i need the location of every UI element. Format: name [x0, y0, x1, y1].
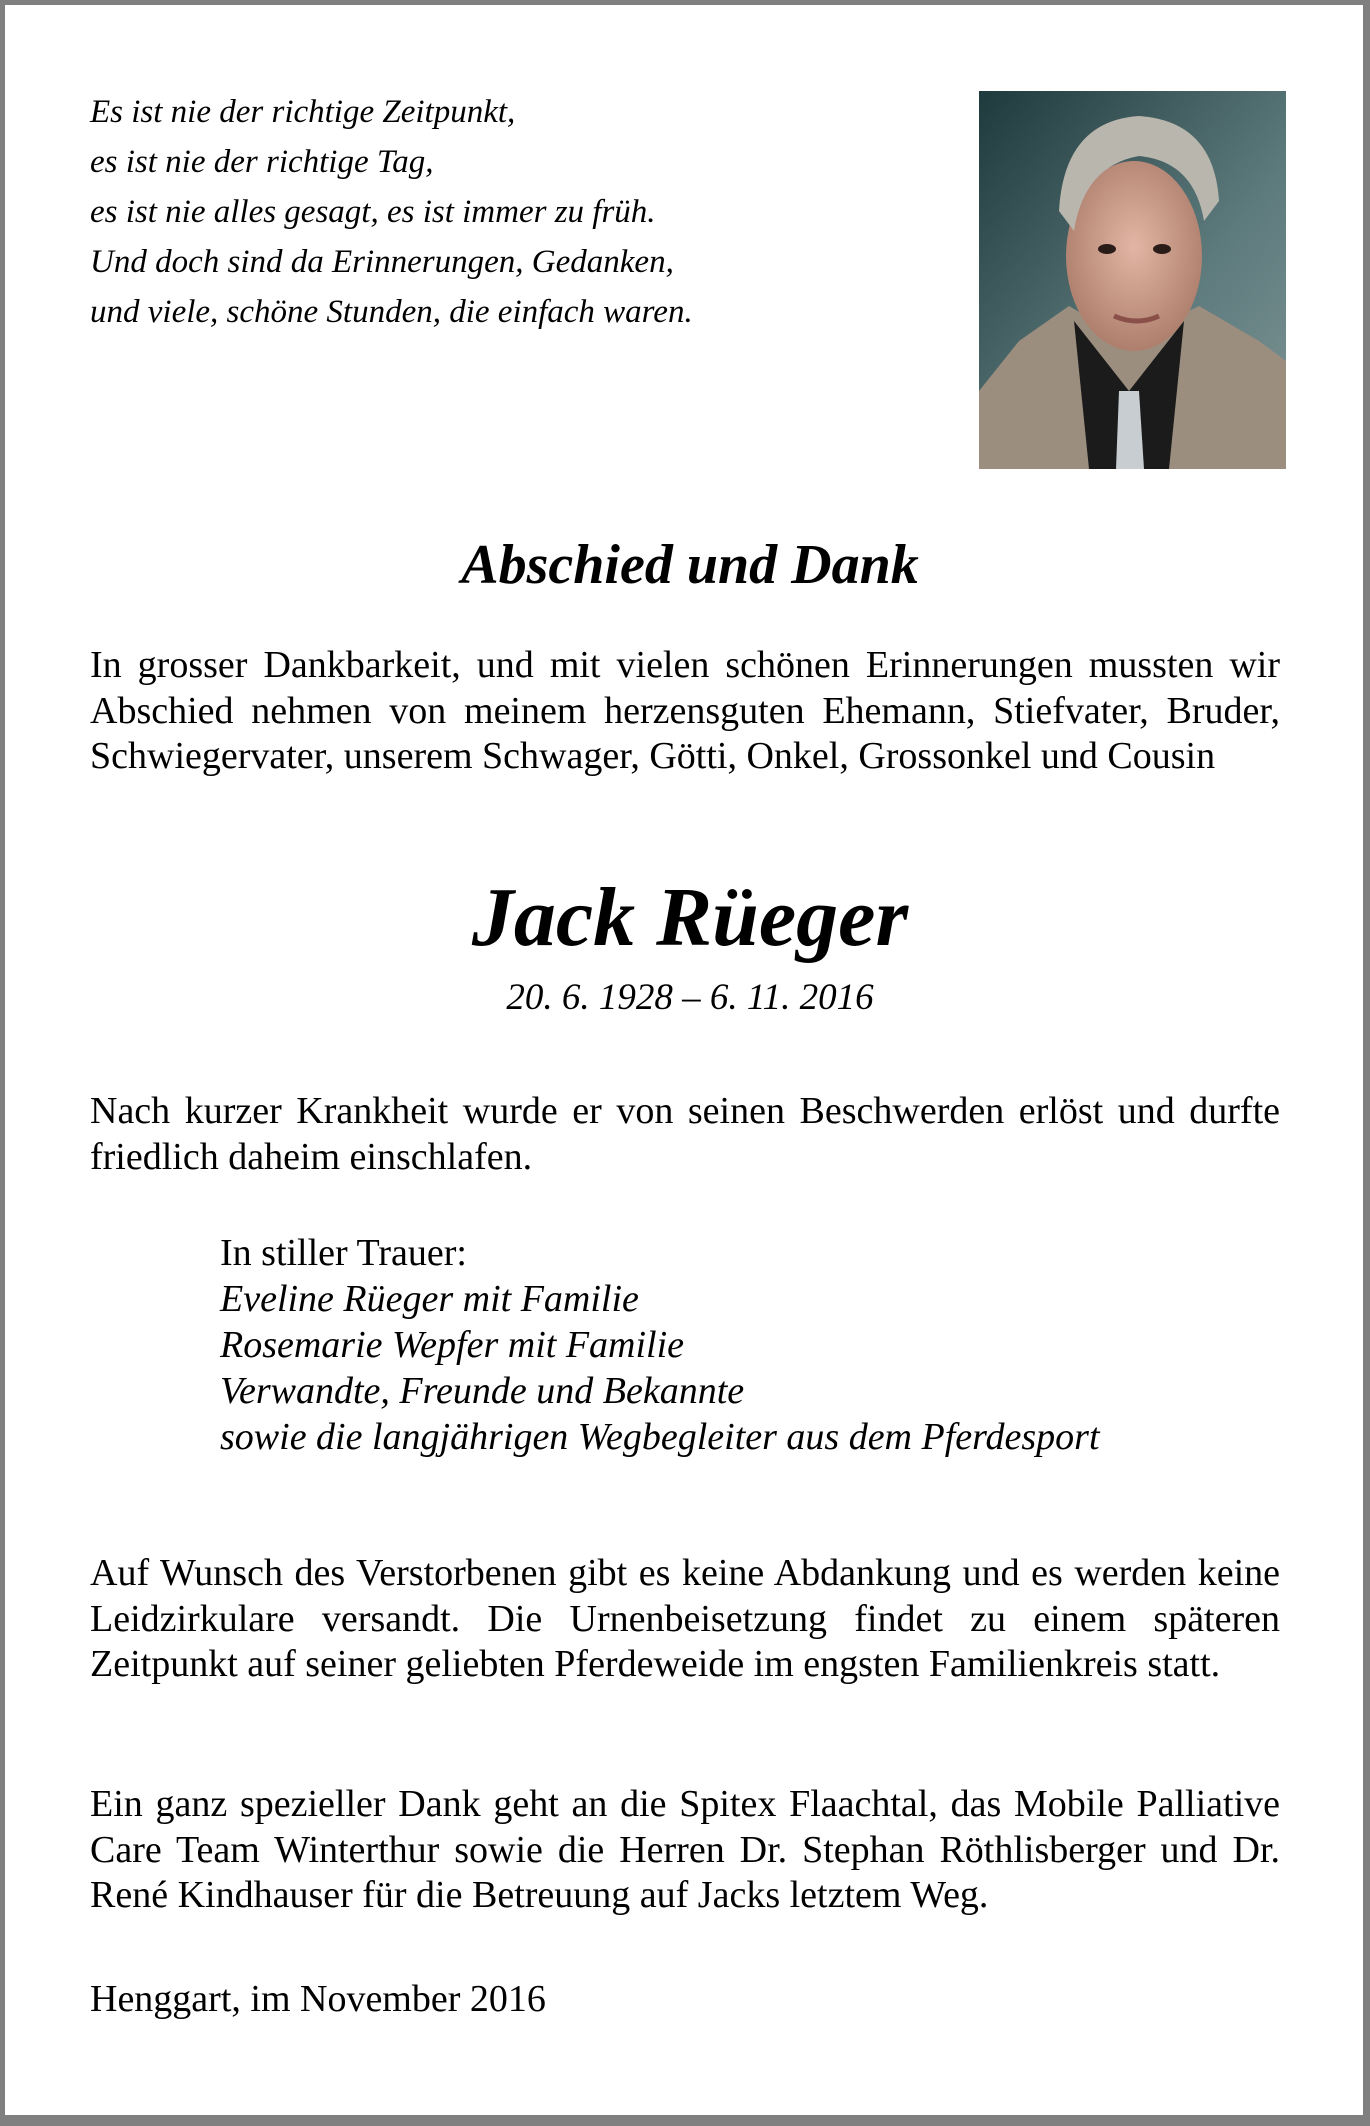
mourners-heading: In stiller Trauer: — [220, 1232, 467, 1274]
poem-line: es ist nie alles gesagt, es ist immer zu früh. — [90, 194, 656, 230]
mourner-name: Rosemarie Wepfer mit Familie — [220, 1324, 685, 1366]
portrait-photo — [979, 91, 1286, 469]
mourner-name: Verwandte, Freunde und Bekannte — [220, 1370, 745, 1412]
funeral-paragraph: Auf Wunsch des Verstorbenen gibt es keine Abdankung und es werden keine Leidzirkulare versandt. Die Urnenbeisetzung findet zu einem späteren Zeitpunkt auf seiner geliebten Pferdeweide im engsten Familienkreis statt. — [90, 1552, 1280, 1685]
heading-title: Abschied und Dank — [461, 534, 919, 596]
mourners-block — [220, 1230, 1100, 1460]
poem-line: Es ist nie der richtige Zeitpunkt, — [90, 94, 516, 130]
life-dates: 20. 6. 1928 – 6. 11. 2016 — [506, 977, 874, 1018]
poem-line: es ist nie der richtige Tag, — [90, 144, 434, 180]
mourner-name: sowie die langjährigen Wegbegleiter aus dem Pferdesport — [220, 1416, 1100, 1458]
passing-paragraph: Nach kurzer Krankheit wurde er von seinen Beschwerden erlöst und durfte friedlich daheim einschlafen. — [90, 1090, 1280, 1178]
poem-line: und viele, schöne Stunden, die einfach waren. — [90, 294, 693, 330]
intro-paragraph: In grosser Dankbarkeit, und mit vielen schönen Erinnerungen mussten wir Abschied nehmen von meinem herzensguten Ehemann, Stiefvater, Bruder, Schwiegervater, unserem Schwager, Götti, Onkel, Grossonkel und Cousin — [90, 644, 1280, 777]
thanks-paragraph: Ein ganz spezieller Dank geht an die Spitex Flaachtal, das Mobile Palliative Care Team Winterthur sowie die Herren Dr. Stephan Röthlisberger und Dr. René Kindhauser für die Betreuung auf Jacks letztem Weg. — [90, 1783, 1280, 1916]
place-date: Henggart, im November 2016 — [90, 1978, 546, 2020]
deceased-name: Jack Rüeger — [471, 871, 909, 964]
poem-line: Und doch sind da Erinnerungen, Gedanken, — [90, 244, 674, 280]
poem — [90, 87, 693, 337]
mourner-name: Eveline Rüeger mit Familie — [220, 1278, 639, 1320]
obituary-page — [5, 5, 1363, 2115]
